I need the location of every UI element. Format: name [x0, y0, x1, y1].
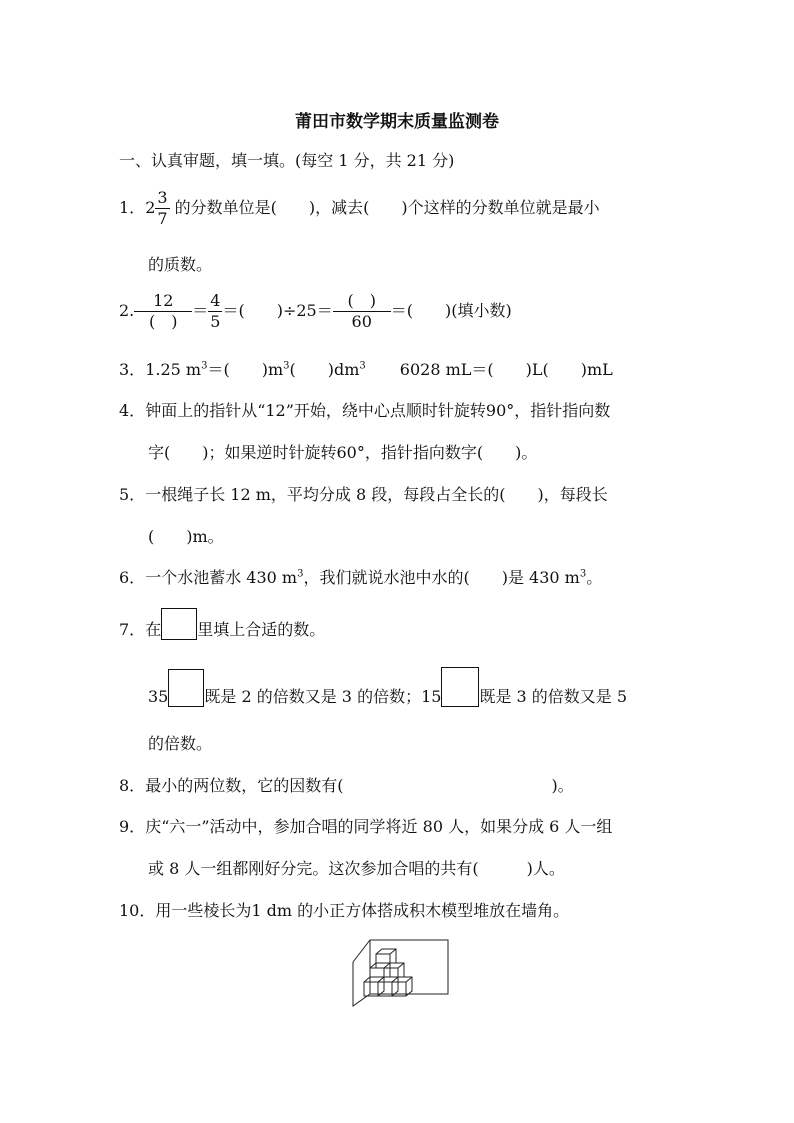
q1-continuation: 的质数。 [148, 255, 213, 274]
q2-f2-den: 5 [210, 312, 221, 331]
q2-fraction-3 [333, 291, 391, 332]
q2-tail: ＝( )(填小数) [390, 301, 512, 320]
q7-number: 7． [119, 620, 146, 639]
q3-c: ( )dm [289, 360, 360, 379]
cube-middle-row [370, 963, 404, 982]
q1-frac-num: 3 [157, 188, 168, 207]
q4-continuation: 字( )；如果逆时针旋转60°，指针指向数字( )。 [148, 443, 538, 462]
q6-mid: ，我们就说水池中水的( )是 430 m [303, 568, 580, 587]
q7-pre: 在 [145, 620, 162, 639]
question-9 [119, 814, 612, 837]
q1-frac-den: 7 [157, 209, 168, 228]
q5-number: 5． [119, 485, 146, 504]
q1-number: 1． [119, 198, 146, 217]
page-title: 莆田市数学期末质量监测卷 [295, 112, 499, 132]
cube-top-row [376, 949, 396, 968]
q2-mid: ＝( )÷25＝ [222, 301, 333, 320]
q7-line-2 [148, 667, 627, 707]
q7-b-pre: 15 [421, 687, 442, 706]
q9-number: 9． [119, 817, 146, 836]
q8-end: )。 [551, 776, 574, 795]
question-5 [119, 482, 608, 505]
q9-text: 庆“六一”活动中，参加合唱的同学将近 80 人，如果分成 6 人一组 [145, 817, 613, 836]
section-heading: 一、认真审题，填一填。(每空 1 分，共 21 分) [119, 151, 455, 170]
question-2 [119, 291, 512, 332]
cube-bottom-row [364, 977, 412, 996]
question-8 [119, 773, 574, 796]
q6-text: 一个水池蓄水 430 m [145, 568, 298, 587]
q7-box-a[interactable] [168, 669, 204, 707]
q2-f1-num: 12 [153, 291, 174, 310]
q3-d: 6028 mL＝( )L( )mL [399, 360, 613, 379]
q3-sup-1: 3 [201, 360, 208, 372]
q10-text: 用一些棱长为1 dm 的小正方体搭成积木模型堆放在墙角。 [155, 901, 570, 920]
q2-fraction-2 [208, 291, 222, 332]
question-6 [119, 565, 602, 588]
question-3 [119, 357, 613, 380]
q2-f1-den: ( ) [134, 311, 192, 332]
q7-box-b[interactable] [441, 667, 479, 707]
q6-number: 6． [119, 568, 146, 587]
q3-sup-2: 3 [283, 360, 290, 372]
q2-fraction-1 [134, 291, 192, 332]
q3-sup-3: 3 [359, 360, 366, 372]
q2-f3-den: 60 [333, 311, 391, 332]
q7-post: 里填上合适的数。 [197, 620, 326, 639]
q4-number: 4． [119, 401, 146, 420]
q7-answer-box[interactable] [161, 608, 197, 640]
q6-sup-2: 3 [579, 568, 587, 580]
q6-end: 。 [586, 568, 603, 587]
q7-a-post: 既是 2 的倍数又是 3 的倍数； [204, 687, 422, 706]
q2-number: 2. [119, 301, 135, 320]
q4-text: 钟面上的指针从“12”开始，绕中心点顺时针旋转90°，指针指向数 [145, 401, 611, 420]
question-10 [119, 898, 569, 921]
q3-a: 1.25 m [145, 360, 202, 379]
cube-stack-figure [350, 936, 452, 1008]
q7-b-post: 既是 3 的倍数又是 5 [479, 687, 628, 706]
q10-number: 10． [119, 901, 156, 920]
q8-number: 8． [119, 776, 146, 795]
q7-continuation: 的倍数。 [148, 734, 213, 753]
q1-whole: 2 [145, 198, 156, 217]
q5-text: 一根绳子长 12 m，平均分成 8 段，每段占全长的( )，每段长 [145, 485, 608, 504]
q2-f3-num: ( ) [347, 291, 376, 310]
q1-text: 的分数单位是( )，减去( )个这样的分数单位就是最小 [169, 198, 600, 217]
q8-text: 最小的两位数，它的因数有( [145, 776, 344, 795]
question-1 [119, 188, 600, 229]
q9-continuation: 或 8 人一组都刚好分完。这次参加合唱的共有( )人。 [148, 859, 565, 878]
q3-b: ＝( )m [207, 360, 284, 379]
q6-sup-1: 3 [297, 568, 304, 580]
q1-fraction [155, 188, 169, 229]
q3-number: 3． [119, 360, 146, 379]
q7-a-pre: 35 [148, 687, 169, 706]
q2-f2-num: 4 [210, 291, 221, 310]
q5-continuation: ( )m。 [148, 527, 224, 546]
question-4 [119, 398, 610, 421]
question-7 [119, 608, 325, 640]
q2-eq1: ＝ [192, 301, 209, 320]
